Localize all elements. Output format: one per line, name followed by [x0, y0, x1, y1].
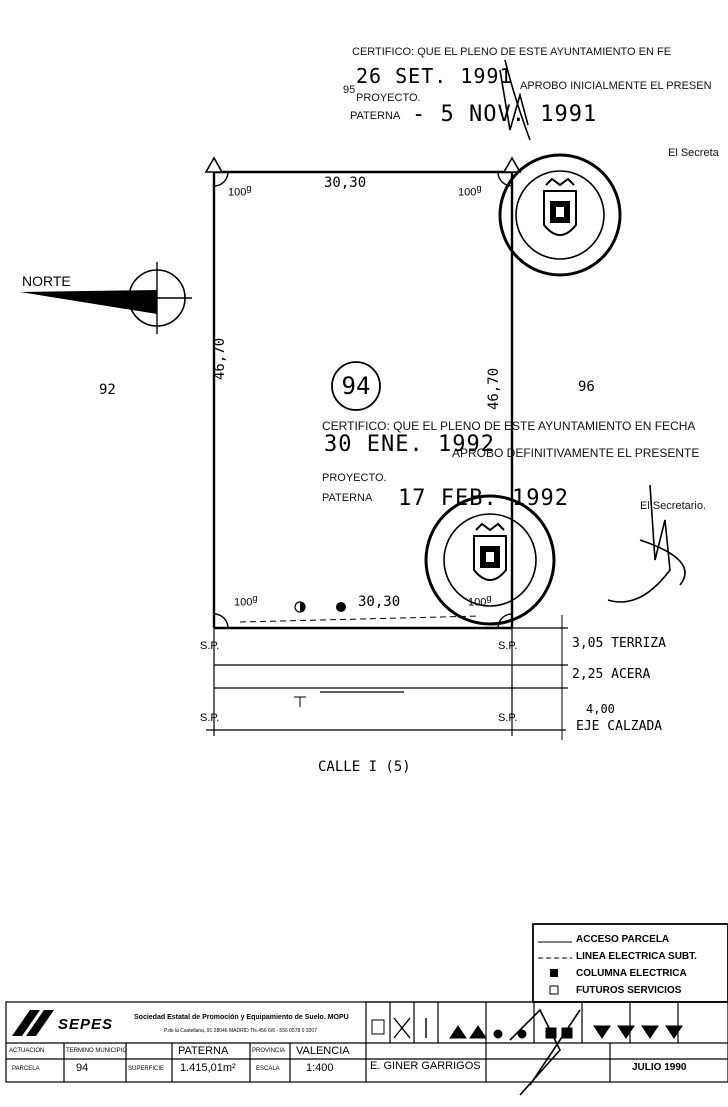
angle-arc: [214, 614, 228, 628]
termino-value: PATERNA: [178, 1045, 229, 1057]
angle-label-tl: 100$^g$: [228, 183, 252, 199]
right-length: 46,70: [486, 367, 502, 410]
left-length: 46,70: [212, 337, 228, 380]
sp-label: S.P.: [200, 640, 220, 652]
stamp-top-date1: 26 SET. 1991: [356, 64, 513, 88]
escala-label: ESCALA: [256, 1066, 280, 1072]
parcela-label: PARCELA: [12, 1066, 40, 1072]
angle-label-br: 100$^g$: [468, 593, 492, 609]
company-name: Sociedad Estatal de Promoción y Equipamiento de Suelo. MOPU: [134, 1014, 349, 1021]
neighbor-right: 96: [578, 379, 595, 395]
superficie-label: SUPERFICIE: [128, 1066, 165, 1072]
corner-marker-icon: [504, 158, 520, 172]
sepes-logo: [12, 1010, 54, 1036]
superficie-value: 1.415,01m²: [180, 1062, 236, 1074]
electric-line: [240, 616, 480, 622]
stamp-top-paterna: PATERNA: [350, 110, 401, 122]
actuacion-label: ACTUACION: [9, 1048, 45, 1054]
electric-column-icon: [336, 602, 346, 612]
parcela-value: 94: [76, 1062, 89, 1074]
stamp-mid-paterna: PATERNA: [322, 492, 373, 504]
angle-label-bl: 100$^g$: [234, 593, 258, 609]
corner-marker-icon: [206, 158, 222, 172]
street-name: CALLE I (5): [318, 759, 411, 775]
north-label: NORTE: [22, 273, 71, 289]
stamp-top-line1: CERTIFICO: QUE EL PLENO DE ESTE AYUNTAMIENTO EN FE: [352, 46, 672, 58]
legend-item: FUTUROS SERVICIOS: [576, 985, 682, 996]
stamp-mid-line2: APROBO DEFINITIVAMENTE EL PRESENTE: [452, 446, 700, 460]
seal-top: [500, 155, 620, 275]
legend-item: COLUMNA ELECTRICA: [576, 968, 687, 979]
axis-label: EJE CALZADA: [576, 719, 663, 734]
stamp-top-secretary: El Secreta: [668, 147, 719, 159]
plot-number: 94: [341, 372, 371, 400]
plot-outline: [214, 172, 512, 628]
stamp-top-line2: APROBO INICIALMENTE EL PRESEN: [520, 80, 712, 92]
termino-label: TERMINO MUNICIPIO: [66, 1048, 127, 1054]
top-length: 30,30: [324, 175, 367, 191]
stamp-top-number: 95: [343, 84, 356, 96]
stamp-top-date2: - 5 NOV. 1991: [412, 102, 598, 127]
stamp-mid-proyecto: PROYECTO.: [322, 472, 387, 484]
legend-item: ACCESO PARCELA: [576, 934, 670, 945]
angle-label-tr: 100$^g$: [458, 183, 482, 199]
bottom-length: 30,30: [358, 594, 401, 610]
axis-width-label: 4,00: [586, 702, 615, 716]
service-symbols: [372, 1018, 682, 1038]
legend-item: LINEA ELECTRICA SUBT.: [576, 951, 697, 962]
sp-label: S.P.: [200, 712, 220, 724]
stamp-mid-line1: CERTIFICO: QUE EL PLENO DE ESTE AYUNTAMIENTO EN FECHA: [322, 419, 696, 433]
provincia-value: VALENCIA: [296, 1045, 350, 1057]
stamp-mid-date1: 30 ENE. 1992: [324, 432, 495, 457]
company-address: P.de la Castellana, 91 28046 MADRID Tfs.456 6/6 - 556 0578 0 3207: [164, 1028, 317, 1034]
sidewalk-label: 2,25 ACERA: [572, 667, 651, 682]
sp-label: S.P.: [498, 712, 518, 724]
angle-arc: [214, 172, 228, 186]
neighbor-left: 92: [99, 382, 116, 398]
date-value: JULIO 1990: [632, 1062, 687, 1073]
sp-label: S.P.: [498, 640, 518, 652]
stamp-mid-date2: 17 FEB. 1992: [398, 486, 569, 511]
provincia-label: PROVINCIA: [252, 1048, 286, 1054]
terrace-label: 3,05 TERRIZA: [572, 636, 666, 651]
stamp-mid-secretary: El Secretario.: [640, 500, 707, 512]
title-block-grid: [6, 1002, 728, 1082]
escala-value: 1:400: [306, 1062, 334, 1074]
stamp-top-proyecto: PROYECTO.: [356, 92, 421, 104]
author: E. GINER GARRIGOS: [370, 1060, 481, 1072]
sepes-logo-text: SEPES: [58, 1016, 114, 1033]
